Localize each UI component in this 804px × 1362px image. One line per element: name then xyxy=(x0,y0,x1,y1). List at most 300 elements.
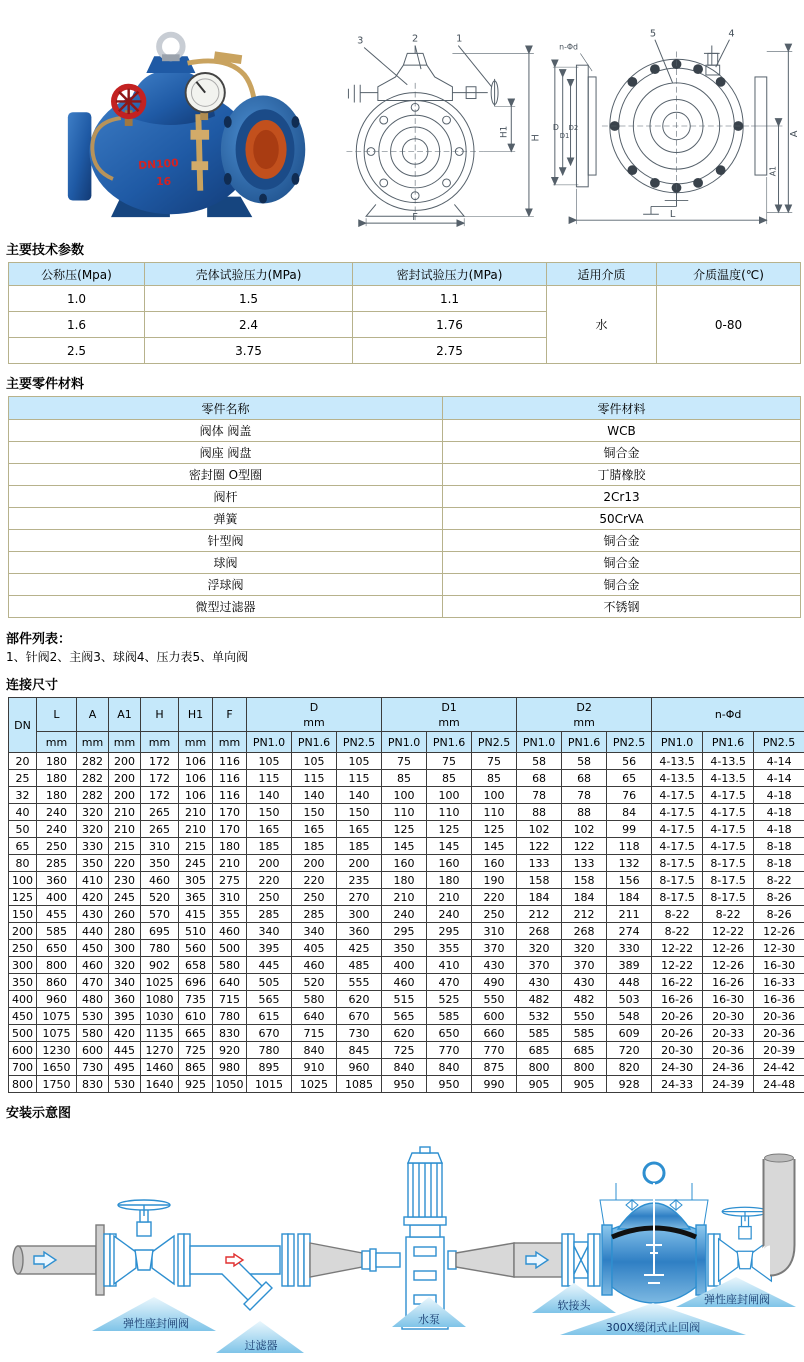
dim-cell: 75 xyxy=(382,753,427,770)
dim-cell: 122 xyxy=(517,838,562,855)
dim-cell: 660 xyxy=(472,1025,517,1042)
materials-cell: 浮球阀 xyxy=(9,574,443,596)
dim-cell: 520 xyxy=(292,974,337,991)
dim-cell: 585 xyxy=(427,1008,472,1025)
dim-d-label: D xyxy=(553,123,559,132)
dim-cell: 295 xyxy=(382,923,427,940)
dim-cell: 410 xyxy=(77,872,109,889)
materials-cell: 不锈钢 xyxy=(443,596,801,618)
dim-cell: 282 xyxy=(77,770,109,787)
tech-header-row xyxy=(9,263,801,286)
materials-row xyxy=(9,420,801,442)
dim-cell: 685 xyxy=(562,1042,607,1059)
dim-cell: 50 xyxy=(9,821,37,838)
dim-cell: 215 xyxy=(109,838,141,855)
valve-photo-art xyxy=(68,35,305,217)
dim-cell: 24-42 xyxy=(754,1059,804,1076)
dim-row xyxy=(9,770,804,787)
svg-text:水泵: 水泵 xyxy=(418,1312,440,1326)
dim-cell: 115 xyxy=(247,770,292,787)
dim-cell: 212 xyxy=(517,906,562,923)
dim-header-pn: PN1.0 xyxy=(247,732,292,753)
dim-cell: 116 xyxy=(213,753,247,770)
dimensions-heading: 连接尺寸 xyxy=(6,674,800,693)
product-photo xyxy=(60,22,307,224)
dim-cell: 106 xyxy=(179,770,213,787)
dim-cell: 430 xyxy=(472,957,517,974)
callout-2: 2 xyxy=(412,34,418,45)
dim-cell: 340 xyxy=(109,974,141,991)
tech-cell: 2.75 xyxy=(353,338,547,364)
dim-cell: 20-30 xyxy=(652,1042,703,1059)
dim-cell: 78 xyxy=(562,787,607,804)
materials-row xyxy=(9,442,801,464)
dim-cell: 250 xyxy=(472,906,517,923)
dim-cell: 78 xyxy=(517,787,562,804)
dim-cell: 280 xyxy=(109,923,141,940)
dim-header-pn: PN2.5 xyxy=(472,732,517,753)
dim-header-dn: DN xyxy=(9,698,37,753)
dim-cell: 132 xyxy=(607,855,652,872)
dim-cell: 600 xyxy=(472,1008,517,1025)
dim-cell: 310 xyxy=(141,838,179,855)
dim-cell: 20-36 xyxy=(754,1025,804,1042)
dim-cell: 585 xyxy=(562,1025,607,1042)
dim-cell: 320 xyxy=(77,804,109,821)
dim-cell: 600 xyxy=(77,1042,109,1059)
dim-cell: 24-30 xyxy=(652,1059,703,1076)
dim-cell: 250 xyxy=(247,889,292,906)
dim-cell: 1270 xyxy=(141,1042,179,1059)
dim-cell: 235 xyxy=(337,872,382,889)
dim-cell: 4-14 xyxy=(754,753,804,770)
dim-group-label: n-Φd xyxy=(652,707,804,722)
dim-cell: 105 xyxy=(247,753,292,770)
dim-cell: 448 xyxy=(607,974,652,991)
dim-cell: 503 xyxy=(607,991,652,1008)
dim-cell: 105 xyxy=(337,753,382,770)
dim-cell: 220 xyxy=(292,872,337,889)
dim-header-row-1 xyxy=(9,698,804,732)
materials-cell: 阀体 阀盖 xyxy=(9,420,443,442)
dim-cell: 840 xyxy=(427,1059,472,1076)
dim-cell: 240 xyxy=(382,906,427,923)
dim-cell: 116 xyxy=(213,787,247,804)
dim-cell: 12-22 xyxy=(652,940,703,957)
dim-cell: 770 xyxy=(472,1042,517,1059)
dim-cell: 440 xyxy=(77,923,109,940)
dim-row xyxy=(9,991,804,1008)
dim-header-group xyxy=(652,698,804,732)
dim-header-col: H xyxy=(141,698,179,732)
dim-cell: 158 xyxy=(517,872,562,889)
dim-cell: 830 xyxy=(213,1025,247,1042)
dim-cell: 165 xyxy=(247,821,292,838)
dim-cell: 100 xyxy=(472,787,517,804)
dim-cell: 450 xyxy=(9,1008,37,1025)
dim-cell: 490 xyxy=(472,974,517,991)
dim-cell: 800 xyxy=(9,1076,37,1093)
dim-cell: 12-22 xyxy=(652,957,703,974)
gate-valve-1 xyxy=(96,1200,190,1295)
dim-cell: 1085 xyxy=(337,1076,382,1093)
dim-cell: 840 xyxy=(382,1059,427,1076)
callout-3: 3 xyxy=(357,36,363,47)
dim-cell: 150 xyxy=(337,804,382,821)
dim-cell: 8-22 xyxy=(703,906,754,923)
outlet-pipe xyxy=(448,1243,562,1277)
dim-cell: 780 xyxy=(247,1042,292,1059)
valve-300x xyxy=(600,1163,708,1303)
dim-header-unit: mm xyxy=(213,732,247,753)
dim-table xyxy=(8,697,804,1093)
dim-cell: 282 xyxy=(77,787,109,804)
dim-cell: 360 xyxy=(109,991,141,1008)
dim-cell: 460 xyxy=(141,872,179,889)
tech-cell: 1.0 xyxy=(9,286,145,312)
dim-cell: 274 xyxy=(607,923,652,940)
dim-cell: 110 xyxy=(427,804,472,821)
dim-cell: 170 xyxy=(213,821,247,838)
dim-row xyxy=(9,923,804,940)
dim-cell: 415 xyxy=(179,906,213,923)
dim-cell: 560 xyxy=(179,940,213,957)
materials-header-cell: 零件名称 xyxy=(9,397,443,420)
dim-l-label: L xyxy=(670,209,676,220)
dim-cell: 8-18 xyxy=(754,855,804,872)
materials-row xyxy=(9,508,801,530)
callout-5: 5 xyxy=(650,29,656,40)
dim-cell: 240 xyxy=(37,821,77,838)
dim-cell: 370 xyxy=(517,957,562,974)
dim-cell: 212 xyxy=(562,906,607,923)
dim-cell: 565 xyxy=(382,1008,427,1025)
dim-cell: 300 xyxy=(109,940,141,957)
dim-cell: 180 xyxy=(382,872,427,889)
materials-cell: 铜合金 xyxy=(443,574,801,596)
dim-cell: 172 xyxy=(141,770,179,787)
dim-cell: 180 xyxy=(213,838,247,855)
tech-header-cell: 公称压(Mpa) xyxy=(9,263,145,286)
dim-header-group xyxy=(517,698,652,732)
dim-cell: 525 xyxy=(427,991,472,1008)
dim-cell: 609 xyxy=(607,1025,652,1042)
side-view-drawing xyxy=(547,22,800,230)
dim-cell: 580 xyxy=(292,991,337,1008)
dim-cell: 200 xyxy=(337,855,382,872)
dim-cell: 40 xyxy=(9,804,37,821)
dim-cell: 610 xyxy=(179,1008,213,1025)
dim-cell: 600 xyxy=(9,1042,37,1059)
front-view-drawing xyxy=(319,22,543,230)
dim-cell: 75 xyxy=(427,753,472,770)
dim-cell: 260 xyxy=(109,906,141,923)
dim-cell: 735 xyxy=(179,991,213,1008)
dim-cell: 532 xyxy=(517,1008,562,1025)
dim-cell: 425 xyxy=(337,940,382,957)
dim-row xyxy=(9,974,804,991)
materials-header-row xyxy=(9,397,801,420)
dim-cell: 4-18 xyxy=(754,821,804,838)
dim-cell: 110 xyxy=(472,804,517,821)
dim-cell: 145 xyxy=(382,838,427,855)
materials-cell: 50CrVA xyxy=(443,508,801,530)
dim-cell: 845 xyxy=(337,1042,382,1059)
dim-header-unit: mm xyxy=(141,732,179,753)
dim-cell: 460 xyxy=(292,957,337,974)
dim-cell: 16-26 xyxy=(652,991,703,1008)
dim-cell: 990 xyxy=(472,1076,517,1093)
dim-cell: 140 xyxy=(337,787,382,804)
dim-cell: 4-17.5 xyxy=(703,787,754,804)
dim-cell: 670 xyxy=(247,1025,292,1042)
dim-header-pn: PN1.6 xyxy=(562,732,607,753)
photo-pn-label: 16 xyxy=(156,175,171,188)
materials-cell: 针型阀 xyxy=(9,530,443,552)
dim-row xyxy=(9,889,804,906)
dim-cell: 445 xyxy=(109,1042,141,1059)
dim-cell: 110 xyxy=(382,804,427,821)
dim-cell: 1080 xyxy=(141,991,179,1008)
dim-cell: 640 xyxy=(292,1008,337,1025)
svg-text:弹性座封闸阀: 弹性座封闸阀 xyxy=(123,1316,189,1330)
dim-cell: 100 xyxy=(9,872,37,889)
dim-cell: 268 xyxy=(517,923,562,940)
dim-cell: 395 xyxy=(247,940,292,957)
dim-cell: 285 xyxy=(37,855,77,872)
dim-cell: 88 xyxy=(517,804,562,821)
dim-cell: 905 xyxy=(562,1076,607,1093)
parts-list-line: 1、针阀2、主阀3、球阀4、压力表5、单向阀 xyxy=(6,648,800,665)
dim-cell: 12-22 xyxy=(703,923,754,940)
dim-cell: 340 xyxy=(247,923,292,940)
dim-cell: 24-48 xyxy=(754,1076,804,1093)
dim-cell: 8-17.5 xyxy=(652,855,703,872)
dim-cell: 282 xyxy=(77,753,109,770)
dim-row xyxy=(9,787,804,804)
dim-cell: 305 xyxy=(179,872,213,889)
installation-diagram xyxy=(4,1125,796,1357)
dim-cell: 4-14 xyxy=(754,770,804,787)
dim-cell: 265 xyxy=(141,821,179,838)
tech-row xyxy=(9,286,801,312)
dim-group-label: D xyxy=(247,700,381,715)
dim-cell: 211 xyxy=(607,906,652,923)
dim-cell: 4-17.5 xyxy=(703,804,754,821)
dim-cell: 8-17.5 xyxy=(703,889,754,906)
dim-cell: 4-13.5 xyxy=(703,770,754,787)
dim-cell: 16-26 xyxy=(703,974,754,991)
dim-cell: 115 xyxy=(337,770,382,787)
dim-row xyxy=(9,1042,804,1059)
dim-cell: 4-17.5 xyxy=(652,787,703,804)
dim-cell: 285 xyxy=(292,906,337,923)
dim-row xyxy=(9,957,804,974)
dim-cell: 830 xyxy=(77,1076,109,1093)
dim-cell: 730 xyxy=(337,1025,382,1042)
dim-cell: 960 xyxy=(37,991,77,1008)
dim-cell: 158 xyxy=(562,872,607,889)
dim-header-row-2 xyxy=(9,732,804,753)
dim-cell: 780 xyxy=(141,940,179,957)
dim-cell: 8-17.5 xyxy=(703,872,754,889)
materials-row xyxy=(9,596,801,618)
dim-cell: 20-30 xyxy=(703,1008,754,1025)
svg-text:弹性座封闸阀: 弹性座封闸阀 xyxy=(704,1292,770,1306)
dim-cell: 1015 xyxy=(247,1076,292,1093)
dim-cell: 240 xyxy=(37,804,77,821)
dim-cell: 4-17.5 xyxy=(652,821,703,838)
dim-cell: 210 xyxy=(213,855,247,872)
dim-cell: 100 xyxy=(382,787,427,804)
top-figures xyxy=(4,22,800,230)
materials-header-cell: 零件材料 xyxy=(443,397,801,420)
dim-cell: 16-30 xyxy=(703,991,754,1008)
dim-row xyxy=(9,1059,804,1076)
dim-row xyxy=(9,1025,804,1042)
dim-cell: 133 xyxy=(517,855,562,872)
dim-cell: 470 xyxy=(77,974,109,991)
tech-cell: 3.75 xyxy=(145,338,353,364)
dim-header-pn: PN1.0 xyxy=(382,732,427,753)
dim-cell: 20-39 xyxy=(754,1042,804,1059)
dim-cell: 485 xyxy=(337,957,382,974)
dim-cell: 640 xyxy=(213,974,247,991)
dim-cell: 200 xyxy=(247,855,292,872)
materials-row xyxy=(9,486,801,508)
materials-cell: 球阀 xyxy=(9,552,443,574)
dim-row xyxy=(9,872,804,889)
dim-cell: 270 xyxy=(337,889,382,906)
dim-cell: 210 xyxy=(382,889,427,906)
dim-cell: 820 xyxy=(607,1059,652,1076)
dim-a-label: A xyxy=(789,130,800,137)
dim-cell: 16-30 xyxy=(754,957,804,974)
materials-cell: 2Cr13 xyxy=(443,486,801,508)
dim-cell: 85 xyxy=(382,770,427,787)
dim-header-unit: mm xyxy=(37,732,77,753)
dim-cell: 670 xyxy=(337,1008,382,1025)
dim-cell: 650 xyxy=(427,1025,472,1042)
tech-header-cell: 介质温度(℃) xyxy=(657,263,801,286)
dim-cell: 185 xyxy=(292,838,337,855)
dim-cell: 500 xyxy=(9,1025,37,1042)
dim-cell: 20-26 xyxy=(652,1025,703,1042)
dim-cell: 220 xyxy=(247,872,292,889)
dim-cell: 510 xyxy=(179,923,213,940)
dim-cell: 85 xyxy=(427,770,472,787)
dim-cell: 12-30 xyxy=(754,940,804,957)
dim-cell: 170 xyxy=(213,804,247,821)
dim-cell: 360 xyxy=(37,872,77,889)
dim-row xyxy=(9,855,804,872)
materials-cell: 阀杆 xyxy=(9,486,443,508)
installation-diagram-wrap xyxy=(4,1125,800,1360)
dim-cell: 700 xyxy=(9,1059,37,1076)
dim-cell: 505 xyxy=(247,974,292,991)
dim-cell: 106 xyxy=(179,787,213,804)
dim-cell: 470 xyxy=(427,974,472,991)
dim-cell: 295 xyxy=(427,923,472,940)
dim-cell: 210 xyxy=(427,889,472,906)
dim-cell: 122 xyxy=(562,838,607,855)
dim-header-col: H1 xyxy=(179,698,213,732)
dim-cell: 8-22 xyxy=(754,872,804,889)
dim-cell: 8-22 xyxy=(652,923,703,940)
dim-cell: 4-13.5 xyxy=(652,770,703,787)
lifting-eye xyxy=(644,1163,664,1183)
dim-cell: 515 xyxy=(382,991,427,1008)
callout-pump xyxy=(392,1297,466,1327)
dim-cell: 16-36 xyxy=(754,991,804,1008)
dim-header-col: A1 xyxy=(109,698,141,732)
dim-cell: 725 xyxy=(382,1042,427,1059)
dim-cell: 215 xyxy=(179,838,213,855)
dim-header-pn: PN2.5 xyxy=(754,732,804,753)
dim-cell: 455 xyxy=(37,906,77,923)
dim-cell: 58 xyxy=(517,753,562,770)
dim-group-unit: mm xyxy=(247,715,381,730)
tech-cell: 2.5 xyxy=(9,338,145,364)
dim-cell: 220 xyxy=(109,855,141,872)
dim-cell: 58 xyxy=(562,753,607,770)
dim-cell: 1230 xyxy=(37,1042,77,1059)
dim-cell: 200 xyxy=(109,753,141,770)
dim-cell: 860 xyxy=(37,974,77,991)
dim-cell: 905 xyxy=(517,1076,562,1093)
dim-cell: 65 xyxy=(607,770,652,787)
dim-header-unit: mm xyxy=(109,732,141,753)
dim-cell: 4-18 xyxy=(754,787,804,804)
dim-cell: 715 xyxy=(292,1025,337,1042)
dim-cell: 865 xyxy=(179,1059,213,1076)
dim-group-unit: mm xyxy=(517,715,651,730)
dim-group-label: D1 xyxy=(382,700,516,715)
dim-h1-label: H1 xyxy=(500,126,510,138)
dim-cell: 210 xyxy=(179,821,213,838)
dim-cell: 550 xyxy=(562,1008,607,1025)
dim-cell: 240 xyxy=(427,906,472,923)
dim-cell: 620 xyxy=(382,1025,427,1042)
dim-cell: 725 xyxy=(179,1042,213,1059)
dim-cell: 340 xyxy=(292,923,337,940)
medium-cell: 水 xyxy=(547,286,657,364)
dim-header-col: A xyxy=(77,698,109,732)
dim-cell: 980 xyxy=(213,1059,247,1076)
dim-cell: 696 xyxy=(179,974,213,991)
dim-cell: 115 xyxy=(292,770,337,787)
dim-header-pn: PN1.6 xyxy=(427,732,472,753)
dim-row xyxy=(9,906,804,923)
dim-cell: 160 xyxy=(427,855,472,872)
dim-cell: 180 xyxy=(37,787,77,804)
dim-cell: 370 xyxy=(562,957,607,974)
dim-h-label: H xyxy=(531,134,542,141)
dim-cell: 65 xyxy=(9,838,37,855)
dim-cell: 80 xyxy=(9,855,37,872)
dim-row xyxy=(9,940,804,957)
dim-cell: 895 xyxy=(247,1059,292,1076)
materials-cell: 阀座 阀盘 xyxy=(9,442,443,464)
dim-cell: 920 xyxy=(213,1042,247,1059)
dim-cell: 530 xyxy=(109,1076,141,1093)
dim-cell: 350 xyxy=(141,855,179,872)
dim-cell: 780 xyxy=(213,1008,247,1025)
dim-cell: 245 xyxy=(109,889,141,906)
dim-cell: 220 xyxy=(472,889,517,906)
dim-cell: 580 xyxy=(77,1025,109,1042)
dim-cell: 910 xyxy=(292,1059,337,1076)
